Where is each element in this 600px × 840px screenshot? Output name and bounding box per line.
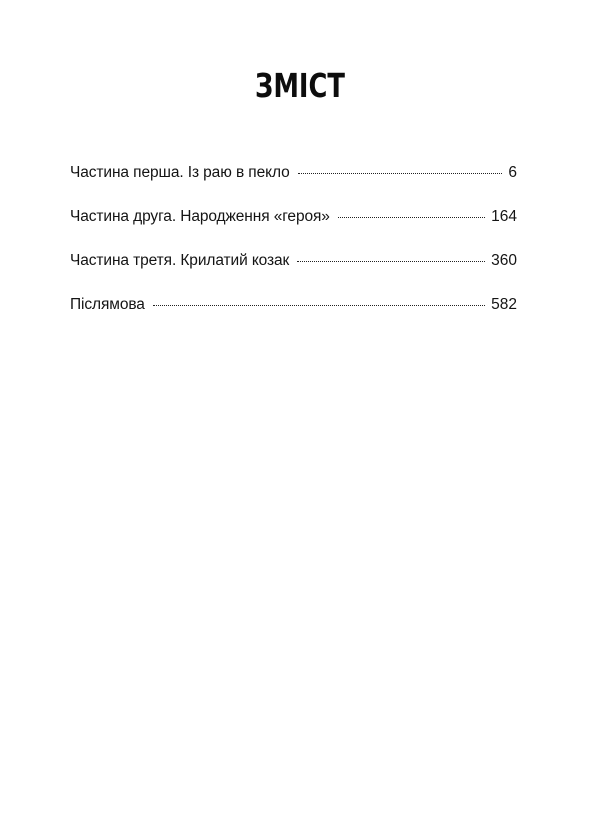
toc-entry-title: Післямова xyxy=(70,296,145,313)
page-title: ЗМІСТ xyxy=(255,66,345,105)
toc-entry[interactable] xyxy=(70,164,517,208)
toc-entry-title: Частина третя. Крилатий козак xyxy=(70,252,290,269)
toc-entry[interactable] xyxy=(70,252,517,296)
dot-leader xyxy=(298,173,503,174)
dot-leader xyxy=(297,261,485,262)
toc-entry-title: Частина друга. Народження «героя» xyxy=(70,208,330,225)
table-of-contents xyxy=(70,164,517,340)
toc-entry-page: 164 xyxy=(491,208,517,225)
toc-entry-page: 582 xyxy=(491,296,517,313)
toc-entry-page: 360 xyxy=(491,252,517,269)
toc-entry[interactable] xyxy=(70,296,517,340)
toc-entry-page: 6 xyxy=(508,164,517,181)
dot-leader xyxy=(338,217,485,218)
dot-leader xyxy=(153,305,485,306)
toc-entry[interactable] xyxy=(70,208,517,252)
toc-entry-title: Частина перша. Із раю в пекло xyxy=(70,164,290,181)
